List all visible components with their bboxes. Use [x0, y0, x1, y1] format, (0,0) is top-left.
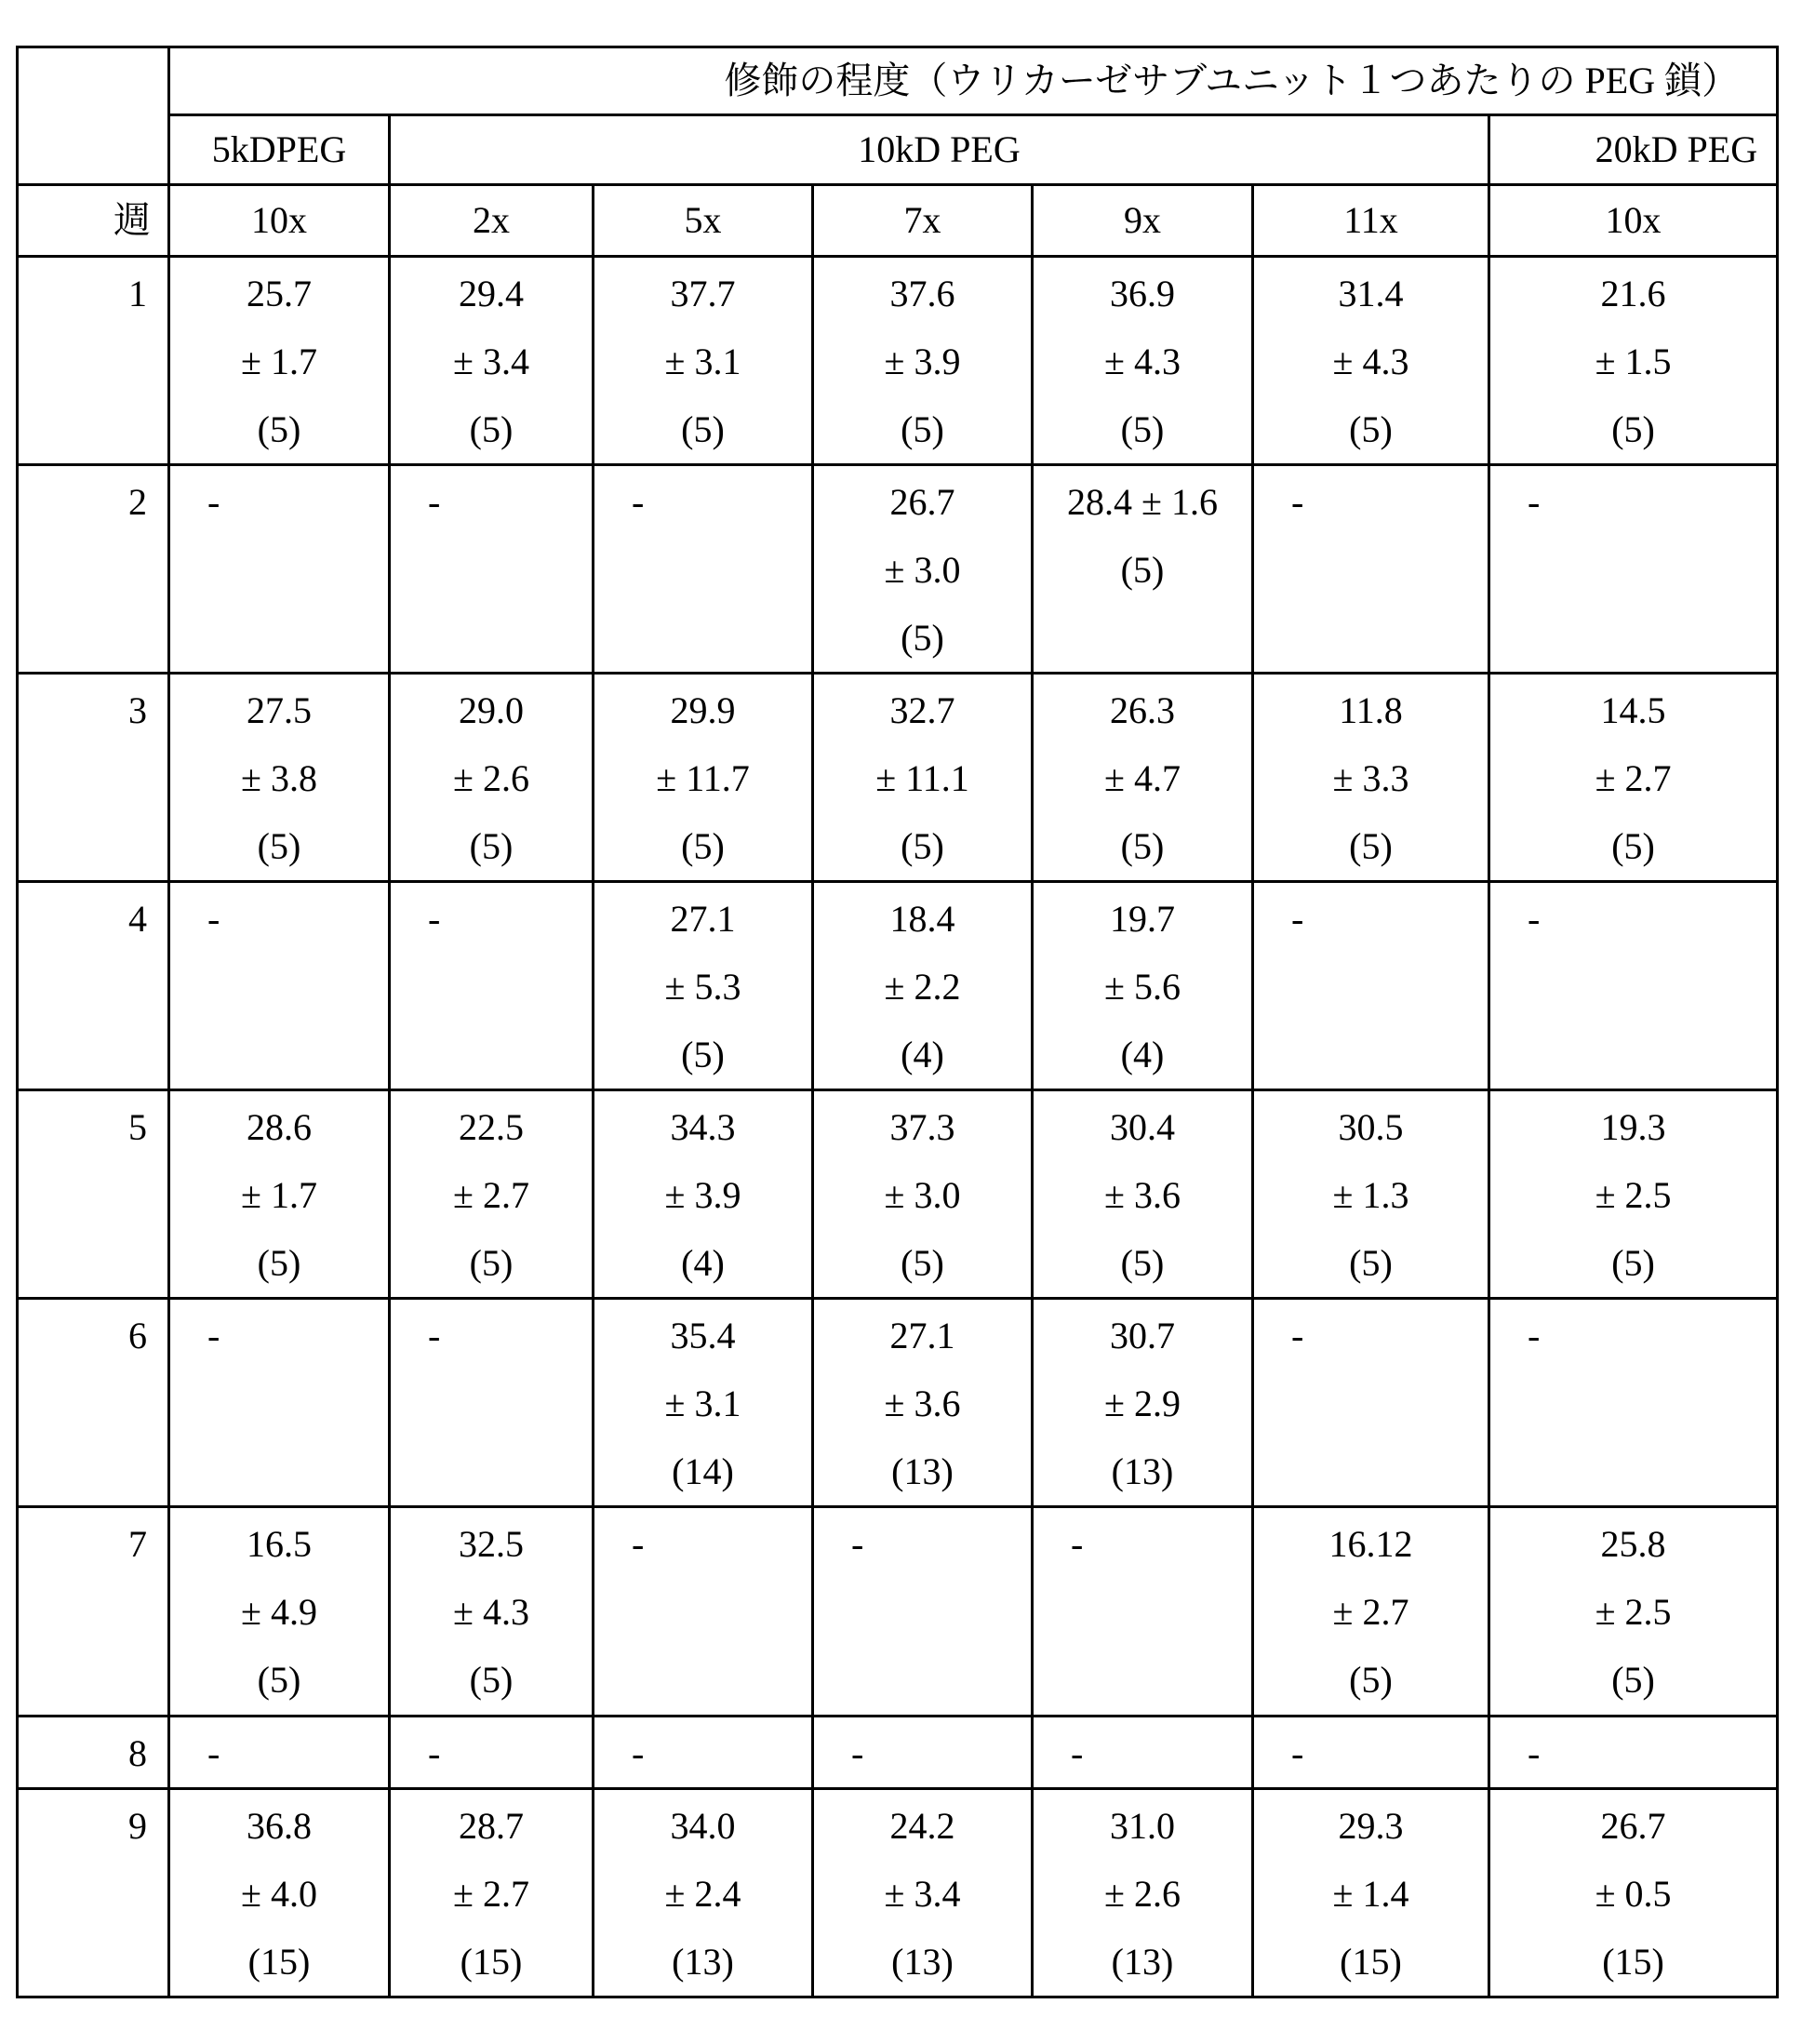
sd-value: ± 0.5 [1490, 1860, 1776, 1928]
week-label: 7 [18, 1507, 169, 1717]
sd-value: ± 1.3 [1254, 1161, 1488, 1229]
mean-value: 22.5 [391, 1093, 592, 1161]
sample-count: (5) [594, 1021, 811, 1089]
sd-value: ± 2.7 [391, 1860, 592, 1928]
empty-cell [1253, 1299, 1489, 1507]
table-title: 修飾の程度（ウリカーゼサブユニット１つあたりの PEG 鎖） [169, 47, 1778, 115]
value-cell [1033, 257, 1253, 465]
mean-value: 26.7 [814, 468, 1031, 536]
value-cell [1033, 674, 1253, 882]
value-cell [1253, 1090, 1489, 1299]
value-cell [169, 674, 390, 882]
value-cell [390, 1090, 594, 1299]
mean-value: 28.6 [170, 1093, 388, 1161]
mean-value: 36.9 [1034, 260, 1251, 327]
mean-value: 37.7 [594, 260, 811, 327]
value-cell [594, 882, 813, 1090]
sample-count: (5) [391, 812, 592, 880]
empty-cell [390, 882, 594, 1090]
empty-cell [1489, 1299, 1778, 1507]
sd-value: ± 2.6 [1034, 1860, 1251, 1928]
sd-value: ± 2.7 [1254, 1578, 1488, 1646]
sample-count: (5) [1490, 395, 1776, 463]
sd-value: ± 2.9 [1034, 1369, 1251, 1437]
mean-value: 37.6 [814, 260, 1031, 327]
column-header: 9x [1033, 185, 1253, 257]
value-cell [813, 465, 1033, 674]
sample-count: (5) [594, 812, 811, 880]
dash: - [428, 1302, 592, 1369]
value-cell [390, 1507, 594, 1717]
dash: - [632, 468, 811, 536]
table-row [18, 674, 1778, 882]
empty-cell [169, 465, 390, 674]
sd-value: ± 4.3 [391, 1578, 592, 1646]
mean-value: 19.3 [1490, 1093, 1776, 1161]
mean-value: 29.0 [391, 676, 592, 744]
sd-value: ± 2.7 [1490, 744, 1776, 812]
dash: - [207, 1719, 388, 1787]
value-cell [1253, 674, 1489, 882]
empty-cell [1489, 465, 1778, 674]
mean-value: 16.12 [1254, 1510, 1488, 1578]
mean-value: 18.4 [814, 885, 1031, 953]
sd-value: ± 5.6 [1034, 953, 1251, 1021]
mean-value: 30.7 [1034, 1302, 1251, 1369]
sample-count: (4) [594, 1229, 811, 1297]
mean-value: 30.5 [1254, 1093, 1488, 1161]
sd-value: ± 4.7 [1034, 744, 1251, 812]
group-header-5kd: 5kDPEG [169, 115, 390, 185]
sample-count: (15) [1254, 1928, 1488, 1996]
sample-count: (5) [1254, 812, 1488, 880]
data-table [16, 46, 1779, 1998]
dash: - [1291, 1719, 1488, 1787]
group-header-20kd: 20kD PEG [1489, 115, 1778, 185]
mean-value: 28.7 [391, 1792, 592, 1860]
value-cell [1033, 465, 1253, 674]
sample-count: (13) [814, 1928, 1031, 1996]
sd-value: ± 4.3 [1034, 327, 1251, 395]
dash: - [428, 1719, 592, 1787]
sample-count: (4) [1034, 1021, 1251, 1089]
week-label: 9 [18, 1789, 169, 1997]
sample-count: (15) [391, 1928, 592, 1996]
sample-count: (5) [594, 395, 811, 463]
sd-value: ± 1.7 [170, 327, 388, 395]
sample-count: (5) [170, 1646, 388, 1714]
empty-cell [390, 1717, 594, 1789]
mean-value: 32.7 [814, 676, 1031, 744]
column-header: 10x [1489, 185, 1778, 257]
sample-count: (5) [814, 1229, 1031, 1297]
value-cell [594, 1090, 813, 1299]
week-label: 8 [18, 1717, 169, 1789]
sample-count: (5) [1034, 536, 1251, 604]
sample-count: (13) [1034, 1437, 1251, 1505]
mean-value: 36.8 [170, 1792, 388, 1860]
table-row [18, 465, 1778, 674]
sample-count: (5) [1254, 1646, 1488, 1714]
mean-value: 29.4 [391, 260, 592, 327]
sample-count: (5) [1490, 1229, 1776, 1297]
value-cell [169, 1789, 390, 1997]
table-row [18, 257, 1778, 465]
sd-value: ± 3.9 [594, 1161, 811, 1229]
sd-value: ± 2.6 [391, 744, 592, 812]
empty-cell [594, 1717, 813, 1789]
sample-count: (5) [814, 395, 1031, 463]
sd-value: ± 3.0 [814, 1161, 1031, 1229]
sd-value: ± 3.6 [1034, 1161, 1251, 1229]
dash: - [1291, 468, 1488, 536]
empty-cell [169, 1299, 390, 1507]
sd-value: ± 3.9 [814, 327, 1031, 395]
week-label: 5 [18, 1090, 169, 1299]
value-cell [169, 257, 390, 465]
value-cell [390, 674, 594, 882]
value-cell [813, 1299, 1033, 1507]
dash: - [428, 885, 592, 953]
mean-value: 25.7 [170, 260, 388, 327]
dash: - [632, 1719, 811, 1787]
sample-count: (4) [814, 1021, 1031, 1089]
sample-count: (5) [1490, 812, 1776, 880]
week-label: 3 [18, 674, 169, 882]
sd-value: ± 4.9 [170, 1578, 388, 1646]
week-label: 1 [18, 257, 169, 465]
mean-value: 30.4 [1034, 1093, 1251, 1161]
value-cell [169, 1507, 390, 1717]
sd-value: ± 11.7 [594, 744, 811, 812]
sd-value: ± 11.1 [814, 744, 1031, 812]
dash: - [851, 1510, 1031, 1578]
mean-value: 21.6 [1490, 260, 1776, 327]
sample-count: (5) [814, 604, 1031, 672]
mean-value: 34.0 [594, 1792, 811, 1860]
sample-count: (13) [594, 1928, 811, 1996]
empty-cell [594, 465, 813, 674]
sample-count: (5) [1254, 1229, 1488, 1297]
week-label: 6 [18, 1299, 169, 1507]
group-header-10kd: 10kD PEG [390, 115, 1489, 185]
mean-value: 31.0 [1034, 1792, 1251, 1860]
sd-value: ± 3.0 [814, 536, 1031, 604]
dash: - [1071, 1719, 1251, 1787]
corner-cell [18, 47, 169, 185]
sd-value: ± 3.4 [814, 1860, 1031, 1928]
value-cell [813, 674, 1033, 882]
value-cell [1489, 674, 1778, 882]
sd-value: ± 1.5 [1490, 327, 1776, 395]
mean-value: 24.2 [814, 1792, 1031, 1860]
empty-cell [169, 882, 390, 1090]
mean-value: 14.5 [1490, 676, 1776, 744]
dash: - [851, 1719, 1031, 1787]
table-row [18, 1507, 1778, 1717]
value-cell [594, 1299, 813, 1507]
empty-cell [1033, 1507, 1253, 1717]
sample-count: (5) [1034, 1229, 1251, 1297]
sample-count: (14) [594, 1437, 811, 1505]
mean-value: 27.5 [170, 676, 388, 744]
empty-cell [390, 1299, 594, 1507]
week-label: 2 [18, 465, 169, 674]
dash: - [1071, 1510, 1251, 1578]
value-cell [813, 882, 1033, 1090]
mean-value: 26.7 [1490, 1792, 1776, 1860]
week-header: 週 [18, 185, 169, 257]
dash: - [1291, 1302, 1488, 1369]
table-row [18, 1090, 1778, 1299]
value-cell [594, 674, 813, 882]
empty-cell [1033, 1717, 1253, 1789]
value-cell [1033, 1299, 1253, 1507]
column-header: 11x [1253, 185, 1489, 257]
value-cell [1033, 1090, 1253, 1299]
mean-value: 16.5 [170, 1510, 388, 1578]
sample-count: (5) [170, 1229, 388, 1297]
empty-cell [1489, 1717, 1778, 1789]
value-cell [813, 257, 1033, 465]
sample-count: (13) [1034, 1928, 1251, 1996]
empty-cell [1253, 1717, 1489, 1789]
dash: - [1528, 1719, 1776, 1787]
sample-count: (5) [1034, 812, 1251, 880]
sd-value: ± 3.4 [391, 327, 592, 395]
value-cell [1489, 1090, 1778, 1299]
sample-count: (5) [391, 1229, 592, 1297]
sd-value: ± 2.4 [594, 1860, 811, 1928]
sample-count: (5) [1490, 1646, 1776, 1714]
sd-value: ± 3.3 [1254, 744, 1488, 812]
column-header: 7x [813, 185, 1033, 257]
dash: - [207, 1302, 388, 1369]
dash: - [207, 885, 388, 953]
dash: - [1291, 885, 1488, 953]
dash: - [632, 1510, 811, 1578]
sample-count: (5) [814, 812, 1031, 880]
dash: - [207, 468, 388, 536]
sd-value: ± 5.3 [594, 953, 811, 1021]
sd-value: ± 3.6 [814, 1369, 1031, 1437]
value-cell [813, 1090, 1033, 1299]
sample-count: (5) [170, 812, 388, 880]
sd-value: ± 1.7 [170, 1161, 388, 1229]
dash: - [1528, 468, 1776, 536]
mean-value: 34.3 [594, 1093, 811, 1161]
mean-value: 26.3 [1034, 676, 1251, 744]
empty-cell [1489, 882, 1778, 1090]
empty-cell [813, 1507, 1033, 1717]
sample-count: (5) [1034, 395, 1251, 463]
empty-cell [390, 465, 594, 674]
mean-value: 37.3 [814, 1093, 1031, 1161]
value-cell [594, 257, 813, 465]
mean-value: 31.4 [1254, 260, 1488, 327]
value-cell [1253, 1789, 1489, 1997]
mean-value: 32.5 [391, 1510, 592, 1578]
sample-count: (15) [170, 1928, 388, 1996]
value-cell [594, 1789, 813, 1997]
mean-value: 29.9 [594, 676, 811, 744]
empty-cell [813, 1717, 1033, 1789]
value-cell [1033, 1789, 1253, 1997]
mean-value: 27.1 [594, 885, 811, 953]
sample-count: (5) [1254, 395, 1488, 463]
value-cell [1489, 257, 1778, 465]
sample-count: (5) [391, 395, 592, 463]
sample-count: (13) [814, 1437, 1031, 1505]
value-cell [1033, 882, 1253, 1090]
sd-value: ± 4.3 [1254, 327, 1488, 395]
value-cell [390, 1789, 594, 1997]
mean-value: 28.4 ± 1.6 [1034, 468, 1251, 536]
value-cell [1489, 1789, 1778, 1997]
sd-value: ± 4.0 [170, 1860, 388, 1928]
mean-value: 29.3 [1254, 1792, 1488, 1860]
sample-count: (5) [170, 395, 388, 463]
value-cell [169, 1090, 390, 1299]
dash: - [1528, 1302, 1776, 1369]
table-row [18, 1789, 1778, 1997]
table-row [18, 882, 1778, 1090]
mean-value: 19.7 [1034, 885, 1251, 953]
sd-value: ± 2.5 [1490, 1578, 1776, 1646]
sd-value: ± 2.2 [814, 953, 1031, 1021]
table-row [18, 1717, 1778, 1789]
empty-cell [1253, 465, 1489, 674]
week-label: 4 [18, 882, 169, 1090]
mean-value: 11.8 [1254, 676, 1488, 744]
sd-value: ± 2.5 [1490, 1161, 1776, 1229]
empty-cell [169, 1717, 390, 1789]
sd-value: ± 3.8 [170, 744, 388, 812]
value-cell [1253, 1507, 1489, 1717]
column-header: 2x [390, 185, 594, 257]
value-cell [1489, 1507, 1778, 1717]
sd-value: ± 2.7 [391, 1161, 592, 1229]
empty-cell [594, 1507, 813, 1717]
sample-count: (15) [1490, 1928, 1776, 1996]
dash: - [1528, 885, 1776, 953]
mean-value: 35.4 [594, 1302, 811, 1369]
sd-value: ± 3.1 [594, 1369, 811, 1437]
table-row [18, 1299, 1778, 1507]
empty-cell [1253, 882, 1489, 1090]
dash: - [428, 468, 592, 536]
mean-value: 27.1 [814, 1302, 1031, 1369]
mean-value: 25.8 [1490, 1510, 1776, 1578]
value-cell [1253, 257, 1489, 465]
column-header: 10x [169, 185, 390, 257]
sd-value: ± 3.1 [594, 327, 811, 395]
sd-value: ± 1.4 [1254, 1860, 1488, 1928]
sample-count: (5) [391, 1646, 592, 1714]
value-cell [813, 1789, 1033, 1997]
value-cell [390, 257, 594, 465]
column-header: 5x [594, 185, 813, 257]
